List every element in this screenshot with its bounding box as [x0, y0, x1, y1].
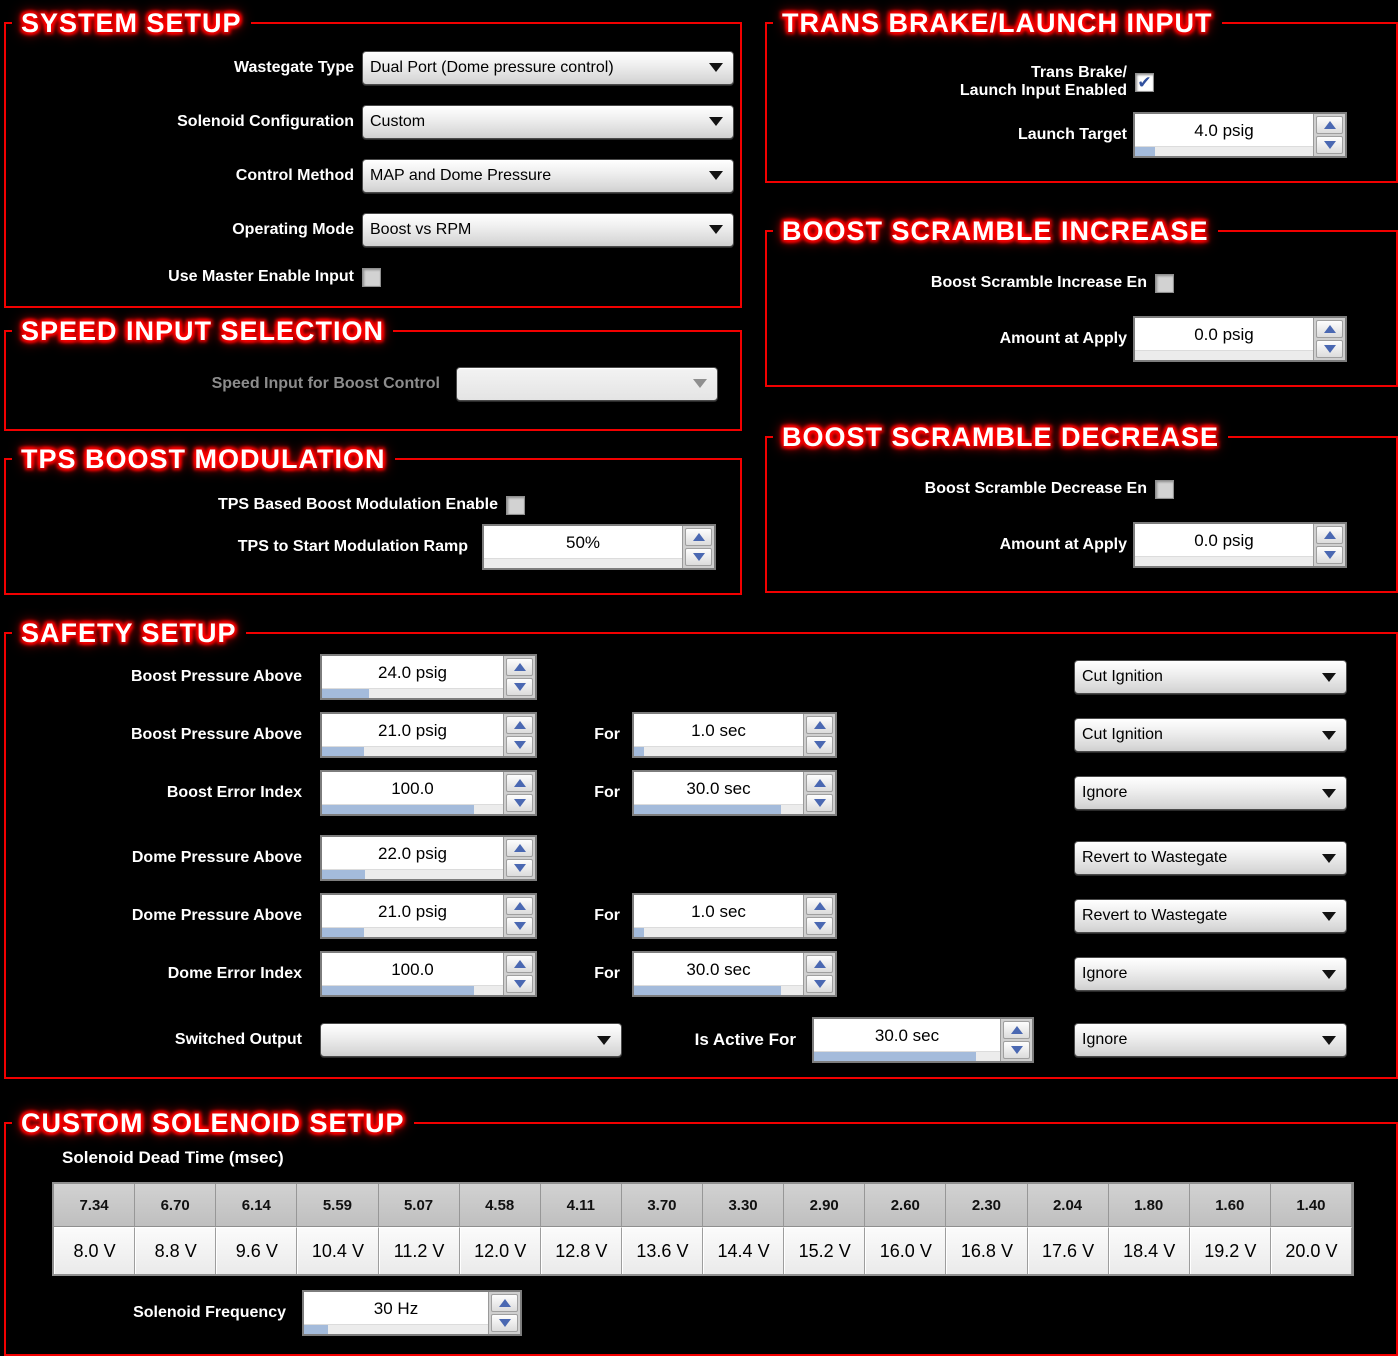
dome-pressure-above-2-for-spinner[interactable]: [632, 893, 837, 939]
section-title-speed-input: SPEED INPUT SELECTION: [12, 313, 393, 349]
spin-down-button[interactable]: [506, 917, 533, 935]
spin-up-button[interactable]: [1316, 116, 1343, 134]
for-label: For: [594, 907, 620, 924]
spin-down-button[interactable]: [506, 859, 533, 877]
dome-error-index-for-spinner[interactable]: [632, 951, 837, 997]
chevron-down-icon: [709, 225, 723, 234]
voltage-cell[interactable]: 8.8 V: [135, 1227, 216, 1274]
solenoid-dead-time-table: [52, 1182, 1354, 1276]
solenoid-frequency-value: 30 Hz: [373, 1299, 419, 1318]
chevron-down-icon: [1322, 673, 1336, 682]
action-value: Cut Ignition: [1082, 726, 1163, 743]
operating-mode-label: Operating Mode: [232, 220, 354, 238]
voltage-cell[interactable]: 14.4 V: [703, 1227, 784, 1274]
spinner-track: [814, 1051, 1000, 1061]
voltage-cell[interactable]: 17.6 V: [1028, 1227, 1109, 1274]
arrow-up-icon: [1324, 531, 1336, 539]
arrow-up-icon: [514, 721, 526, 729]
spin-up-button[interactable]: [491, 1294, 518, 1312]
section-scramble-increase: [765, 216, 1398, 387]
spinner-track: [322, 985, 503, 995]
chevron-down-icon: [1322, 970, 1336, 979]
speed-input-dropdown[interactable]: [456, 367, 718, 401]
voltage-cell[interactable]: 10.4 V: [297, 1227, 378, 1274]
spin-down-button[interactable]: [506, 736, 533, 754]
solenoid-configuration-label: Solenoid Configuration: [177, 112, 354, 130]
dead-time-header-cell: 3.30: [703, 1184, 784, 1227]
arrow-down-icon: [514, 741, 526, 749]
safety-row: [6, 951, 1396, 997]
spinner-value: 30.0 sec: [686, 779, 751, 798]
spinner-track: [634, 927, 803, 937]
wastegate-type-label: Wastegate Type: [233, 58, 354, 76]
switched-output-label: Switched Output: [174, 1031, 302, 1048]
dome-pressure-above-2-action-dropdown[interactable]: [1074, 899, 1347, 933]
action-value: Cut Ignition: [1082, 668, 1163, 685]
voltage-cell[interactable]: 18.4 V: [1109, 1227, 1190, 1274]
launch-target-spinner[interactable]: [1133, 112, 1347, 158]
spinner-value: 21.0 psig: [378, 721, 447, 740]
spin-down-button[interactable]: [806, 917, 833, 935]
action-value: Revert to Wastegate: [1082, 849, 1228, 866]
arrow-up-icon: [814, 779, 826, 787]
safety-row: [6, 893, 1396, 939]
scramble-decrease-enable-label: Boost Scramble Decrease En: [924, 480, 1147, 497]
section-title-trans-brake: TRANS BRAKE/LAUNCH INPUT: [773, 5, 1222, 41]
tps-modulation-enable-label: TPS Based Boost Modulation Enable: [217, 496, 498, 513]
arrow-up-icon: [814, 721, 826, 729]
is-active-for-spinner[interactable]: [812, 1017, 1034, 1063]
scramble-increase-amount-spinner[interactable]: [1133, 316, 1347, 362]
switched-output-action-dropdown[interactable]: [1074, 1023, 1347, 1057]
tps-ramp-spinner[interactable]: [482, 524, 716, 570]
arrow-up-icon: [1324, 325, 1336, 333]
solenoid-frequency-label: Solenoid Frequency: [133, 1304, 286, 1321]
chevron-down-icon: [709, 117, 723, 126]
spin-down-button[interactable]: [1316, 340, 1343, 358]
boost-error-index-for-spinner[interactable]: [632, 770, 837, 816]
spinner-value: 21.0 psig: [378, 902, 447, 921]
dead-time-header-cell: 1.80: [1109, 1184, 1190, 1227]
spinner-track: [1135, 146, 1313, 156]
spinner-track: [322, 688, 503, 698]
boost-pressure-above-2-action-dropdown[interactable]: [1074, 718, 1347, 752]
spinner-track: [304, 1324, 488, 1334]
arrow-up-icon: [514, 779, 526, 787]
chevron-down-icon: [1322, 854, 1336, 863]
arrow-down-icon: [693, 553, 705, 561]
arrow-up-icon: [1011, 1026, 1023, 1034]
action-value: Revert to Wastegate: [1082, 907, 1228, 924]
action-value: Ignore: [1082, 1031, 1128, 1048]
arrow-down-icon: [814, 741, 826, 749]
wastegate-type-dropdown[interactable]: [362, 51, 734, 85]
section-system-setup: [4, 8, 742, 308]
chevron-down-icon: [1322, 912, 1336, 921]
boost-pressure-above-1-action-dropdown[interactable]: [1074, 660, 1347, 694]
spin-up-button[interactable]: [506, 774, 533, 792]
is-active-for-label: Is Active For: [694, 1030, 796, 1049]
speed-input-label: Speed Input for Boost Control: [211, 374, 440, 392]
spinner-track: [322, 869, 503, 879]
voltage-cell[interactable]: 12.8 V: [541, 1227, 622, 1274]
for-label: For: [594, 965, 620, 982]
voltage-cell[interactable]: 8.0 V: [54, 1227, 135, 1274]
control-method-label: Control Method: [235, 166, 354, 184]
operating-mode-value: Boost vs RPM: [370, 220, 472, 238]
dead-time-header-cell: 7.34: [54, 1184, 135, 1227]
boost-pressure-above-2-label: Boost Pressure Above: [130, 726, 302, 743]
section-title-safety-setup: SAFETY SETUP: [12, 615, 246, 651]
spinner-track: [634, 804, 803, 814]
safety-row: [6, 712, 1396, 758]
dead-time-header-cell: 5.07: [379, 1184, 460, 1227]
voltage-cell[interactable]: 13.6 V: [622, 1227, 703, 1274]
voltage-cell[interactable]: 16.0 V: [865, 1227, 946, 1274]
arrow-down-icon: [499, 1319, 511, 1327]
tps-ramp-value: 50%: [565, 533, 601, 552]
chevron-down-icon: [1322, 1036, 1336, 1045]
spin-up-button[interactable]: [506, 658, 533, 676]
boost-error-index-action-dropdown[interactable]: [1074, 776, 1347, 810]
dome-pressure-above-2-spinner[interactable]: [320, 893, 537, 939]
dead-time-header-cell: 2.30: [946, 1184, 1027, 1227]
dome-error-index-label: Dome Error Index: [167, 965, 302, 982]
spinner-value: 30.0 sec: [874, 1026, 940, 1045]
section-title-custom-solenoid: CUSTOM SOLENOID SETUP: [12, 1105, 414, 1141]
section-scramble-decrease: [765, 422, 1398, 593]
tps-modulation-enable-checkbox[interactable]: [506, 496, 525, 515]
tps-ramp-label: TPS to Start Modulation Ramp: [237, 538, 468, 555]
spinner-track: [634, 746, 803, 756]
scramble-decrease-enable-checkbox[interactable]: [1155, 480, 1174, 499]
voltage-cell[interactable]: 20.0 V: [1271, 1227, 1352, 1274]
arrow-up-icon: [814, 960, 826, 968]
arrow-up-icon: [514, 960, 526, 968]
section-title-scramble-increase: BOOST SCRAMBLE INCREASE: [773, 213, 1218, 249]
wastegate-type-value: Dual Port (Dome pressure control): [370, 58, 614, 76]
spin-down-button[interactable]: [806, 736, 833, 754]
dead-time-header-cell: 1.60: [1190, 1184, 1271, 1227]
spinner-track: [634, 985, 803, 995]
chevron-down-icon: [1322, 731, 1336, 740]
spinner-value: 1.0 sec: [691, 902, 746, 921]
arrow-down-icon: [1011, 1046, 1023, 1054]
dead-time-header-cell: 6.14: [216, 1184, 297, 1227]
voltage-cell[interactable]: 12.0 V: [460, 1227, 541, 1274]
dead-time-header-cell: 5.59: [297, 1184, 378, 1227]
voltage-cell[interactable]: 9.6 V: [216, 1227, 297, 1274]
chevron-down-icon: [709, 63, 723, 72]
dome-error-index-spinner[interactable]: [320, 951, 537, 997]
arrow-up-icon: [693, 533, 705, 541]
spinner-value: 24.0 psig: [378, 663, 447, 682]
dome-pressure-above-1-label: Dome Pressure Above: [131, 849, 302, 866]
chevron-down-icon: [1322, 789, 1336, 798]
dead-time-header-cell: 2.90: [784, 1184, 865, 1227]
spinner-track: [484, 558, 682, 568]
action-value: Ignore: [1082, 784, 1128, 801]
scramble-increase-amount-value: 0.0 psig: [1194, 325, 1254, 344]
dome-pressure-above-1-spinner[interactable]: [320, 835, 537, 881]
dead-time-header-cell: 4.58: [460, 1184, 541, 1227]
boost-error-index-label: Boost Error Index: [166, 784, 302, 801]
for-label: For: [594, 784, 620, 801]
boost-pressure-above-1-label: Boost Pressure Above: [130, 668, 302, 685]
spin-down-button[interactable]: [491, 1314, 518, 1332]
arrow-down-icon: [1324, 141, 1336, 149]
spinner-track: [322, 804, 503, 814]
launch-target-value: 4.0 psig: [1194, 121, 1254, 140]
voltage-cell[interactable]: 16.8 V: [946, 1227, 1027, 1274]
scramble-increase-amount-label: Amount at Apply: [999, 330, 1127, 347]
safety-row: [6, 654, 1396, 700]
scramble-decrease-amount-spinner[interactable]: [1133, 522, 1347, 568]
safety-row: [6, 770, 1396, 816]
spin-down-button[interactable]: [506, 678, 533, 696]
scramble-increase-enable-label: Boost Scramble Increase En: [930, 274, 1147, 291]
spin-down-button[interactable]: [1003, 1041, 1030, 1059]
spin-down-button[interactable]: [685, 548, 712, 566]
arrow-down-icon: [814, 922, 826, 930]
dead-time-header-cell: 3.70: [622, 1184, 703, 1227]
spinner-value: 100.0: [391, 960, 434, 979]
scramble-decrease-amount-label: Amount at Apply: [999, 536, 1127, 553]
dome-pressure-above-2-label: Dome Pressure Above: [131, 907, 302, 924]
arrow-down-icon: [514, 799, 526, 807]
chevron-down-icon: [709, 171, 723, 180]
voltage-cell[interactable]: 11.2 V: [379, 1227, 460, 1274]
trans-brake-enable-label: Trans Brake/ Launch Input Enabled: [959, 64, 1127, 99]
section-speed-input: [4, 316, 742, 431]
spin-up-button[interactable]: [1316, 526, 1343, 544]
chevron-down-icon: [597, 1036, 611, 1045]
spin-up-button[interactable]: [1003, 1021, 1030, 1039]
action-value: Ignore: [1082, 965, 1128, 982]
arrow-down-icon: [514, 864, 526, 872]
arrow-up-icon: [499, 1299, 511, 1307]
spin-up-button[interactable]: [806, 716, 833, 734]
spinner-value: 30.0 sec: [686, 960, 751, 979]
control-method-value: MAP and Dome Pressure: [370, 166, 552, 184]
section-title-system-setup: SYSTEM SETUP: [12, 5, 251, 41]
spin-up-button[interactable]: [685, 528, 712, 546]
arrow-down-icon: [1324, 551, 1336, 559]
section-tps-modulation: [4, 444, 742, 595]
arrow-down-icon: [514, 922, 526, 930]
arrow-up-icon: [514, 663, 526, 671]
safety-row: [6, 835, 1396, 881]
scramble-decrease-amount-value: 0.0 psig: [1194, 531, 1254, 550]
dead-time-header-cell: 1.40: [1271, 1184, 1352, 1227]
spin-down-button[interactable]: [506, 794, 533, 812]
spin-up-button[interactable]: [806, 897, 833, 915]
spinner-track: [322, 746, 503, 756]
spin-up-button[interactable]: [1316, 320, 1343, 338]
spin-up-button[interactable]: [506, 716, 533, 734]
launch-target-label: Launch Target: [1017, 126, 1127, 143]
arrow-down-icon: [1324, 345, 1336, 353]
spin-up-button[interactable]: [506, 955, 533, 973]
voltage-cell[interactable]: 15.2 V: [784, 1227, 865, 1274]
spinner-value: 22.0 psig: [378, 844, 447, 863]
spinner-track: [1135, 556, 1313, 566]
section-trans-brake: [765, 8, 1398, 183]
section-title-scramble-decrease: BOOST SCRAMBLE DECREASE: [773, 419, 1228, 455]
spin-down-button[interactable]: [1316, 546, 1343, 564]
solenoid-dead-time-label: Solenoid Dead Time (msec): [62, 1148, 284, 1167]
boost-error-index-spinner[interactable]: [320, 770, 537, 816]
spinner-value: 100.0: [391, 779, 434, 798]
spin-up-button[interactable]: [506, 839, 533, 857]
use-master-enable-label: Use Master Enable Input: [168, 268, 354, 285]
dead-time-header-cell: 4.11: [541, 1184, 622, 1227]
scramble-increase-enable-checkbox[interactable]: [1155, 274, 1174, 293]
boost-pressure-above-2-for-spinner[interactable]: [632, 712, 837, 758]
arrow-up-icon: [814, 902, 826, 910]
solenoid-frequency-spinner[interactable]: [302, 1290, 522, 1336]
arrow-up-icon: [514, 902, 526, 910]
spin-down-button[interactable]: [1316, 136, 1343, 154]
for-label: For: [594, 726, 620, 743]
section-safety-setup: [4, 618, 1398, 1079]
dead-time-header-cell: 6.70: [135, 1184, 216, 1227]
arrow-down-icon: [514, 980, 526, 988]
safety-row-switched-output: [6, 1017, 1396, 1063]
solenoid-configuration-value: Custom: [370, 112, 426, 130]
spinner-track: [322, 927, 503, 937]
checkmark-icon: ✔: [1137, 72, 1152, 92]
control-method-dropdown[interactable]: [362, 159, 734, 193]
dead-time-header-cell: 2.04: [1028, 1184, 1109, 1227]
dome-error-index-action-dropdown[interactable]: [1074, 957, 1347, 991]
dead-time-header-cell: 2.60: [865, 1184, 946, 1227]
solenoid-configuration-dropdown[interactable]: [362, 105, 734, 139]
arrow-down-icon: [814, 799, 826, 807]
spin-up-button[interactable]: [806, 955, 833, 973]
chevron-down-icon: [693, 379, 707, 388]
arrow-up-icon: [1324, 121, 1336, 129]
spin-up-button[interactable]: [806, 774, 833, 792]
spinner-value: 1.0 sec: [691, 721, 746, 740]
spin-down-button[interactable]: [806, 794, 833, 812]
spinner-track: [1135, 350, 1313, 360]
operating-mode-dropdown[interactable]: [362, 213, 734, 247]
arrow-down-icon: [814, 980, 826, 988]
boost-pressure-above-1-spinner[interactable]: [320, 654, 537, 700]
switched-output-dropdown[interactable]: [320, 1023, 622, 1057]
spin-down-button[interactable]: [806, 975, 833, 993]
voltage-cell[interactable]: 19.2 V: [1190, 1227, 1271, 1274]
spin-down-button[interactable]: [506, 975, 533, 993]
use-master-enable-checkbox[interactable]: [362, 268, 381, 287]
trans-brake-enable-checkbox[interactable]: [1135, 73, 1154, 92]
arrow-down-icon: [514, 683, 526, 691]
dome-pressure-above-1-action-dropdown[interactable]: [1074, 841, 1347, 875]
section-custom-solenoid: [4, 1108, 1398, 1356]
spin-up-button[interactable]: [506, 897, 533, 915]
boost-pressure-above-2-spinner[interactable]: [320, 712, 537, 758]
section-title-tps-modulation: TPS BOOST MODULATION: [12, 441, 395, 477]
arrow-up-icon: [514, 844, 526, 852]
